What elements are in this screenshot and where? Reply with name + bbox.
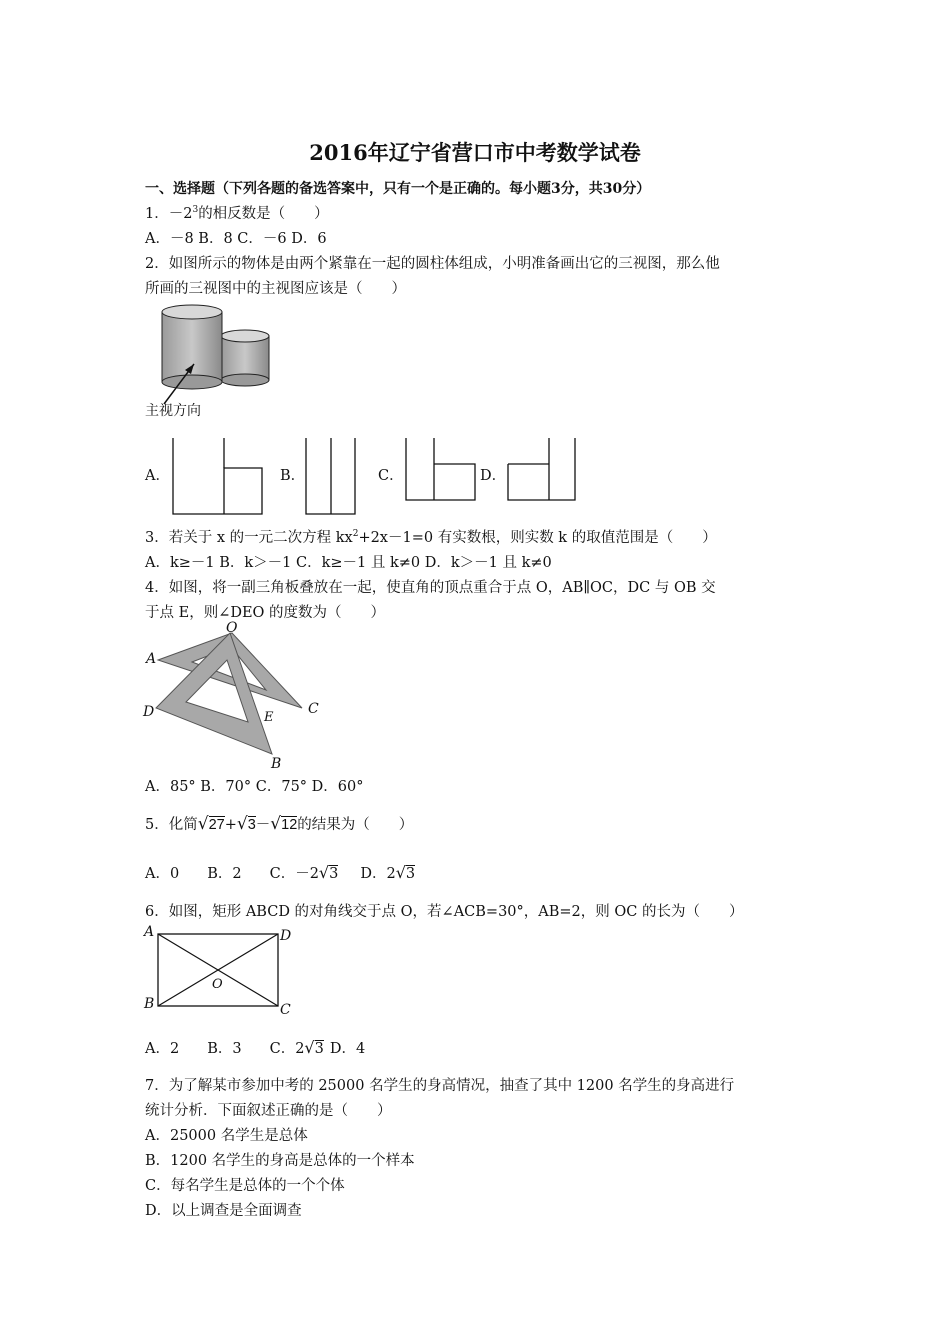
q5-radicand-3: 3 (247, 817, 256, 833)
q1-stem-post: 的相反数是（ ） (198, 206, 329, 222)
q3-exponent: 2 (352, 529, 359, 539)
rect-point-c-label: C (280, 1002, 291, 1018)
q4-options: A．85° B．70° C．75° D．60° (145, 779, 364, 795)
q5-radical-12: √12 (270, 814, 298, 834)
q6-options (145, 1037, 365, 1058)
q5-stem-post: 的结果为（ ） (297, 817, 414, 833)
q2-option-b-figure (305, 438, 357, 516)
q2-option-a-label: A． (145, 468, 170, 484)
q5-radicand-27: 27 (208, 817, 225, 833)
q2-option-c-figure (405, 438, 477, 502)
q7-line-2: 统计分析．下面叙述正确的是（ ） (145, 1103, 392, 1119)
small-cylinder-body (221, 336, 269, 380)
q6-option-c-radicand: 3 (314, 1041, 324, 1057)
q5-option-a: A．0 (145, 866, 180, 882)
q6-option-b: B．3 (207, 1041, 242, 1057)
point-b-label: B (271, 756, 282, 772)
q2-option-a-figure (172, 438, 264, 516)
rectangle-figure (142, 924, 302, 1018)
big-cylinder-top (162, 305, 222, 319)
q7-option-b: B．1200 名学生的身高是总体的一个样本 (145, 1153, 415, 1169)
q6-option-c: C．2 (269, 1041, 305, 1057)
point-a-label: A (146, 651, 157, 667)
q1-exponent: 3 (192, 205, 199, 215)
rect-point-b-label: B (144, 996, 155, 1012)
small-cylinder-bottom (221, 374, 269, 386)
q5-radicand-12: 12 (281, 817, 298, 833)
big-cylinder-body (162, 312, 222, 382)
q4-line-1: 4．如图，将一副三角板叠放在一起，使直角的顶点重合于点 O，AB∥OC，DC 与 OB 交 (145, 580, 716, 596)
question-6: 6．如图，矩形 ABCD 的对角线交于点 O，若∠ACB=30°，AB=2，则 OC 的长为（ ） (145, 904, 744, 920)
set-squares-figure (140, 620, 330, 772)
rect-point-a-label: A (144, 924, 155, 940)
q5-option-d-radical: √3 (395, 863, 416, 882)
q4-line-2: 于点 E，则∠DEO 的度数为（ ） (145, 605, 386, 621)
q6-option-c-radical: √3 (304, 1038, 324, 1057)
q5-stem-pre: 5．化简 (145, 817, 198, 833)
small-cylinder-top (221, 330, 269, 342)
q1-stem-pre: 1．－2 (145, 206, 193, 222)
question-1 (145, 202, 329, 223)
q2-option-c-label: C． (378, 468, 404, 484)
question-5 (145, 813, 413, 834)
big-cylinder-bottom (162, 375, 222, 389)
section-heading: 一、选择题（下列各题的备选答案中，只有一个是正确的。每小题3分，共30分） (145, 181, 651, 197)
view-direction-caption: 主视方向 (145, 403, 201, 419)
q2-option-d-label: D． (480, 468, 507, 484)
q2-line-1: 2．如图所示的物体是由两个紧靠在一起的圆柱体组成，小明准备画出它的三视图，那么他 (145, 256, 720, 272)
question-3 (145, 526, 717, 547)
q5-radical-3: √3 (236, 814, 256, 834)
q5-plus: + (224, 817, 237, 833)
rect-point-o-label: O (212, 977, 223, 992)
q5-minus: － (255, 817, 271, 833)
q5-option-c-radical: √3 (318, 863, 339, 882)
q2-option-b-label: B． (280, 468, 306, 484)
q7-option-a: A．25000 名学生是总体 (145, 1128, 308, 1144)
q7-option-c: C．每名学生是总体的一个个体 (145, 1178, 345, 1194)
rect-point-d-label: D (280, 928, 292, 944)
point-c-label: C (308, 701, 319, 717)
q7-option-d: D．以上调查是全面调查 (145, 1203, 302, 1219)
q3-stem-pre: 3．若关于 x 的一元二次方程 kx (145, 530, 353, 546)
point-o-label: O (226, 620, 238, 636)
q1-options: A．－8 B．8 C．－6 D．6 (145, 231, 327, 247)
q6-option-a: A．2 (145, 1041, 180, 1057)
q5-options (145, 862, 415, 883)
triangle-30-60 (156, 633, 272, 754)
q5-radical-27: √27 (197, 814, 225, 834)
q2-option-d-figure (507, 438, 577, 502)
point-d-label: D (143, 704, 155, 720)
q5-option-d-radicand: 3 (405, 866, 416, 882)
point-e-label: E (264, 710, 274, 725)
q5-option-d: D．2 (360, 866, 396, 882)
q5-option-c: C．－2 (269, 866, 319, 882)
q5-option-b: B．2 (207, 866, 242, 882)
page-title: 2016年辽宁省营口市中考数学试卷 (309, 140, 641, 165)
q3-options: A．k≥－1 B．k＞－1 C．k≥－1 且 k≠0 D．k＞－1 且 k≠0 (145, 555, 552, 571)
q7-line-1: 7．为了解某市参加中考的 25000 名学生的身高情况，抽查了其中 1200 名学生的身高进行 (145, 1078, 735, 1094)
q2-line-2: 所画的三视图中的主视图应该是（ ） (145, 281, 406, 297)
q5-option-c-radicand: 3 (329, 866, 339, 882)
q6-option-d: D．4 (329, 1041, 366, 1057)
q3-stem-post: +2x－1=0 有实数根，则实数 k 的取值范围是（ ） (358, 530, 717, 546)
